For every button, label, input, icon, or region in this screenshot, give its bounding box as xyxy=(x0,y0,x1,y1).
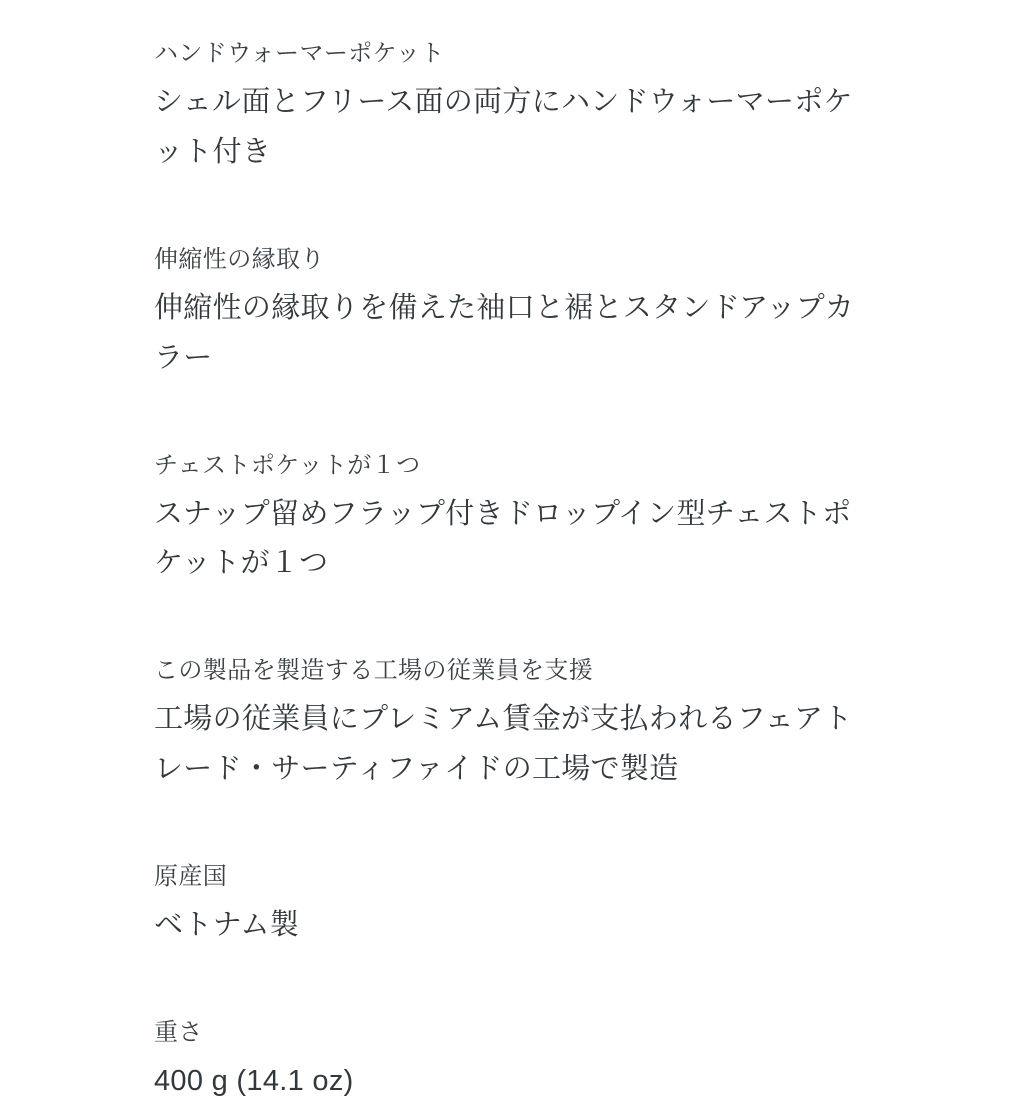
spec-list xyxy=(154,36,854,1107)
spec-item xyxy=(154,242,854,384)
spec-description: 工場の従業員にプレミアム賃金が支払われるフェアトレード・サーティファイドの工場で製造 xyxy=(154,703,853,786)
spec-term: 原産国 xyxy=(154,863,228,890)
spec-description: シェル面とフリース面の両方にハンドウォーマーポケット付き xyxy=(154,86,853,168)
spec-term: 伸縮性の縁取り xyxy=(154,245,325,273)
spec-item xyxy=(154,448,854,590)
spec-item xyxy=(154,1015,854,1107)
spec-item xyxy=(154,859,854,951)
spec-description: ベトナム製 xyxy=(154,909,300,941)
spec-term: この製品を製造する工場の従業員を支援 xyxy=(154,657,594,685)
spec-term: チェストポケットが１つ xyxy=(154,451,421,479)
spec-description: 伸縮性の縁取りを備えた袖口と裾とスタンドアップカラー xyxy=(154,291,855,374)
spec-description: 400 g (14.1 oz) xyxy=(154,1064,354,1097)
spec-term: ハンドウォーマーポケット xyxy=(154,40,445,67)
spec-item xyxy=(154,36,854,178)
spec-term: 重さ xyxy=(154,1018,203,1046)
spec-item xyxy=(154,653,854,795)
spec-description: スナップ留めフラップ付きドロップイン型チェストポケットが１つ xyxy=(154,497,852,580)
